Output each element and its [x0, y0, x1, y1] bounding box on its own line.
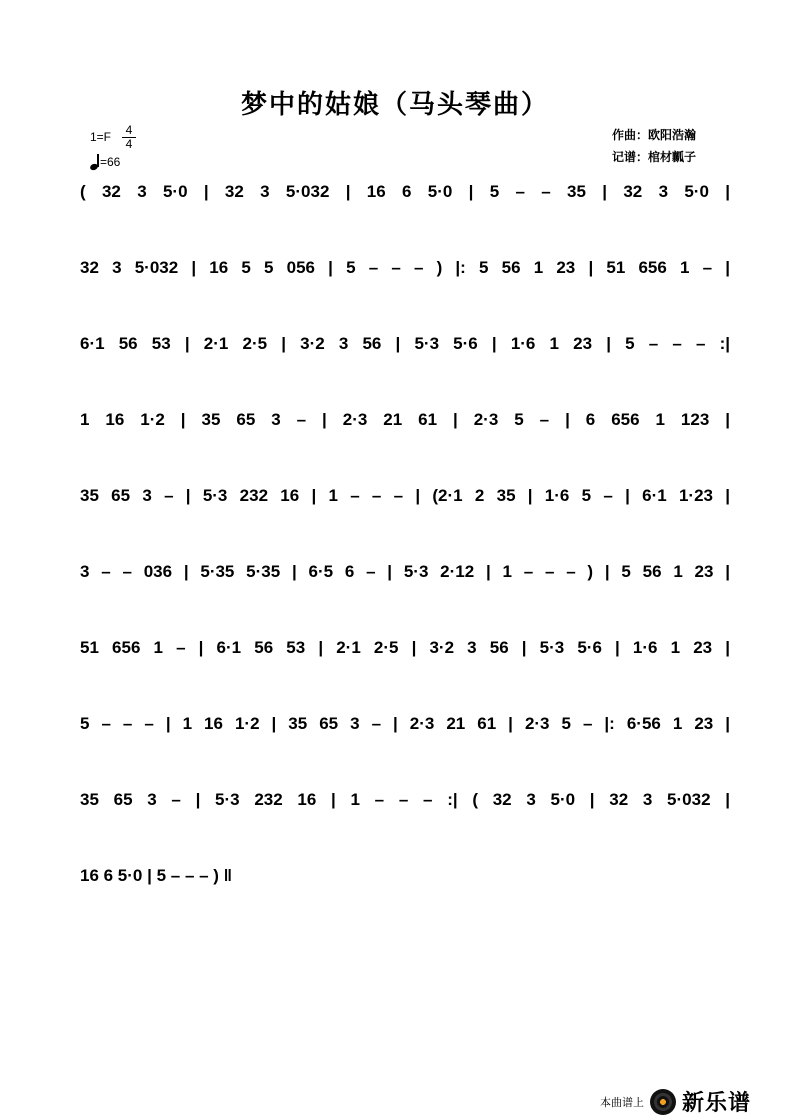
quarter-note-icon — [90, 154, 100, 170]
staff-line: 32 3 5·032 | 16 5 5 056 | 5 – – – ) |: 5 56 1 23 | 51 656 1 – | — [80, 258, 730, 277]
staff-line: 35 65 3 – | 5·3 232 16 | 1 – – – | (2·1 2 35 | 1·6 5 – | 6·1 1·23 | — [80, 486, 730, 505]
transcriber: 记谱：棺材瓤子 — [612, 150, 697, 164]
staff-line: 5 – – – | 1 16 1·2 | 35 65 3 – | 2·3 21 61 | 2·3 5 – |: 6·56 1 23 | — [80, 714, 730, 733]
upload-text: 本曲谱上 — [600, 1095, 644, 1109]
staff-line: 51 656 1 – | 6·1 56 53 | 2·1 2·5 | 3·2 3 56 | 5·3 5·6 | 1·6 1 23 | — [80, 638, 730, 657]
staff-line: 3 – – 036 | 5·35 5·35 | 6·5 6 – | 5·3 2·12 | 1 – – – ) | 5 56 1 23 | — [80, 562, 730, 581]
tempo-value: =66 — [100, 155, 121, 169]
footer — [600, 1086, 751, 1117]
staff-line: ( 32 3 5·0 | 32 3 5·032 | 16 6 5·0 | 5 – – 35 | 32 3 5·0 | — [80, 182, 730, 201]
staff-line: 35 65 3 – | 5·3 232 16 | 1 – – – :| ( 32 3 5·0 | 32 3 5·032 | — [80, 790, 730, 809]
score-title: 梦中的姑娘（马头琴曲） — [240, 90, 549, 120]
staff-line: 6·1 56 53 | 2·1 2·5 | 3·2 3 56 | 5·3 5·6 | 1·6 1 23 | 5 – – – :| — [80, 334, 730, 353]
time-signature-bottom: 4 — [125, 137, 133, 151]
key-signature: 1=F — [90, 130, 112, 144]
time-signature — [122, 124, 136, 151]
staff-line: 1 16 1·2 | 35 65 3 – | 2·3 21 61 | 2·3 5 – | 6 656 1 123 | — [80, 410, 730, 429]
credits — [612, 124, 696, 168]
record-disc-icon — [650, 1089, 676, 1115]
staff-line: 16 6 5·0 | 5 – – – ) ‖ — [80, 866, 233, 885]
composer: 作曲：欧阳浩瀚 — [612, 128, 697, 142]
brand-logo: 新乐谱 — [682, 1091, 752, 1116]
tempo-marking — [90, 154, 120, 170]
time-signature-top: 4 — [122, 124, 136, 138]
